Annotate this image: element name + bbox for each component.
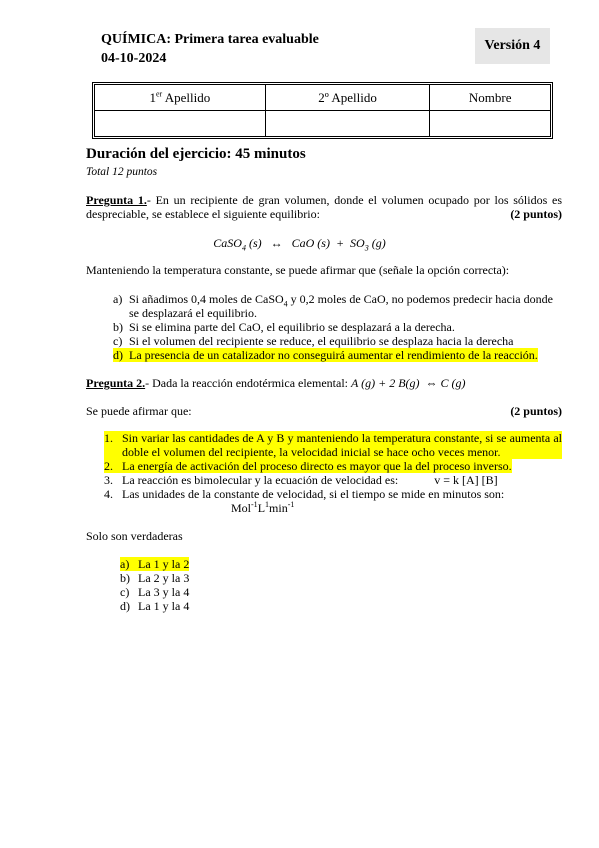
answer-a[interactable]: a) La 1 y la 2 — [120, 557, 190, 571]
question-2-answers — [120, 557, 569, 613]
question-2-prompt: Se puede afirmar que: — [86, 404, 192, 418]
name-field[interactable] — [430, 111, 551, 137]
exam-title: QUÍMICA: Primera tarea evaluable — [101, 32, 319, 47]
question-1-prompt: Manteniendo la temperatura constante, se puede afirmar que (señale la opción correcta): — [86, 263, 510, 277]
option-b[interactable]: b) Si se elimina parte del CaO, el equilibrio se desplazará a la derecha. — [113, 320, 455, 334]
only-true-label: Solo son verdaderas — [86, 529, 183, 543]
answer-d[interactable]: d) La 1 y la 4 — [120, 599, 190, 613]
question-2-prompt-row — [86, 404, 562, 418]
option-d-text: La presencia de un catalizador no conseguirá aumentar el rendimiento de la reacción. — [129, 348, 538, 362]
answer-b[interactable]: b) La 2 y la 3 — [120, 571, 190, 585]
question-1-statement — [86, 193, 562, 221]
duration-heading: Duración del ejercicio: 45 minutos — [86, 146, 306, 162]
statement-4: 4. Las unidades de la constante de velocidad, si el tiempo se mide en minutos son: — [104, 487, 505, 501]
statement-2-text: La energía de activación del proceso directo es mayor que la del proceso inverso. — [122, 459, 512, 473]
student-name-table — [94, 84, 551, 137]
option-b-text: Si se elimina parte del CaO, el equilibrio se desplazará a la derecha. — [129, 320, 455, 334]
question-2-statements — [104, 431, 562, 515]
header-second-surname: 2º Apellido — [265, 85, 430, 111]
option-d[interactable]: d) La presencia de un catalizador no conseguirá aumentar el rendimiento de la reacción. — [113, 348, 538, 362]
option-a[interactable]: a) Si añadimos 0,4 moles de CaSO$_4$ y 0,2 moles de CaO, no podemos predecir hacia donde se desplazará el equilibrio. — [113, 292, 562, 320]
statement-1-text: Sin variar las cantidades de A y B y manteniendo la temperatura constante, si se aumenta al doble el volumen del recipiente, la velocidad inicial se hace ocho veces menor. — [122, 431, 562, 459]
answer-d-text: La 1 y la 4 — [138, 599, 190, 613]
header-first-surname: 1er Apellido — [95, 85, 266, 111]
exam-date: 04-10-2024 — [101, 51, 167, 66]
question-1-points: (2 puntos) — [510, 207, 562, 221]
statement-1: 1. Sin variar las cantidades de A y B y manteniendo la temperatura constante, si se aumenta al doble el volumen del recipiente, la velocidad inicial se hace ocho veces menor. — [104, 431, 562, 459]
version-badge: Versión 4 — [475, 28, 550, 64]
first-surname-field[interactable] — [95, 111, 266, 137]
answer-b-text: La 2 y la 3 — [138, 571, 190, 585]
option-c-text: Si el volumen del recipiente se reduce, el equilibrio se desplaza hacia la derecha — [129, 334, 514, 348]
statement-4-text: Las unidades de la constante de velocidad, si el tiempo se mide en minutos son: — [122, 487, 505, 501]
option-c[interactable]: c) Si el volumen del recipiente se reduce, el equilibrio se desplaza hacia la derecha — [113, 334, 514, 348]
statement-3: 3. La reacción es bimolecular y la ecuación de velocidad es: v = k [A] [B] — [104, 473, 498, 487]
question-1-text: - En un recipiente de gran volumen, donde el volumen ocupado por los sólidos es despreciable, se establece el siguiente equilibrio: — [86, 193, 562, 221]
question-2-points: (2 puntos) — [510, 404, 562, 418]
question-1-options — [113, 292, 562, 362]
question-1-equation: CaSO$_4$ (s) ↔ CaO $(s) + SO_3$ (g) — [213, 236, 386, 253]
option-a-text: Si añadimos 0,4 moles de CaSO$_4$ y 0,2 moles de CaO, no podemos predecir hacia donde se desplazará el equilibrio. — [129, 292, 553, 320]
rate-equation: v = k [A] [B] — [434, 473, 498, 487]
second-surname-field[interactable] — [265, 111, 430, 137]
answer-c[interactable]: c) La 3 y la 4 — [120, 585, 190, 599]
total-points: Total 12 puntos — [86, 166, 158, 178]
header-name: Nombre — [430, 85, 551, 111]
statement-3-text: La reacción es bimolecular y la ecuación de velocidad es: — [122, 473, 399, 487]
question-2-label: Pregunta 2. — [86, 376, 146, 390]
statement-2: 2. La energía de activación del proceso directo es mayor que la del proceso inverso. — [104, 459, 512, 473]
rate-constant-units: $Mol^{-1}L^1\min^{-1}$ — [231, 500, 295, 515]
question-1-label: Pregunta 1. — [86, 193, 147, 207]
answer-c-text: La 3 y la 4 — [138, 585, 190, 599]
exam-header — [101, 30, 319, 68]
question-2-statement — [86, 376, 562, 390]
answer-a-text: La 1 y la 2 — [138, 557, 190, 571]
question-2-text: - Dada la reacción endotérmica elemental: A (g) + 2 B(g) ⇔ C (g) — [145, 376, 466, 390]
